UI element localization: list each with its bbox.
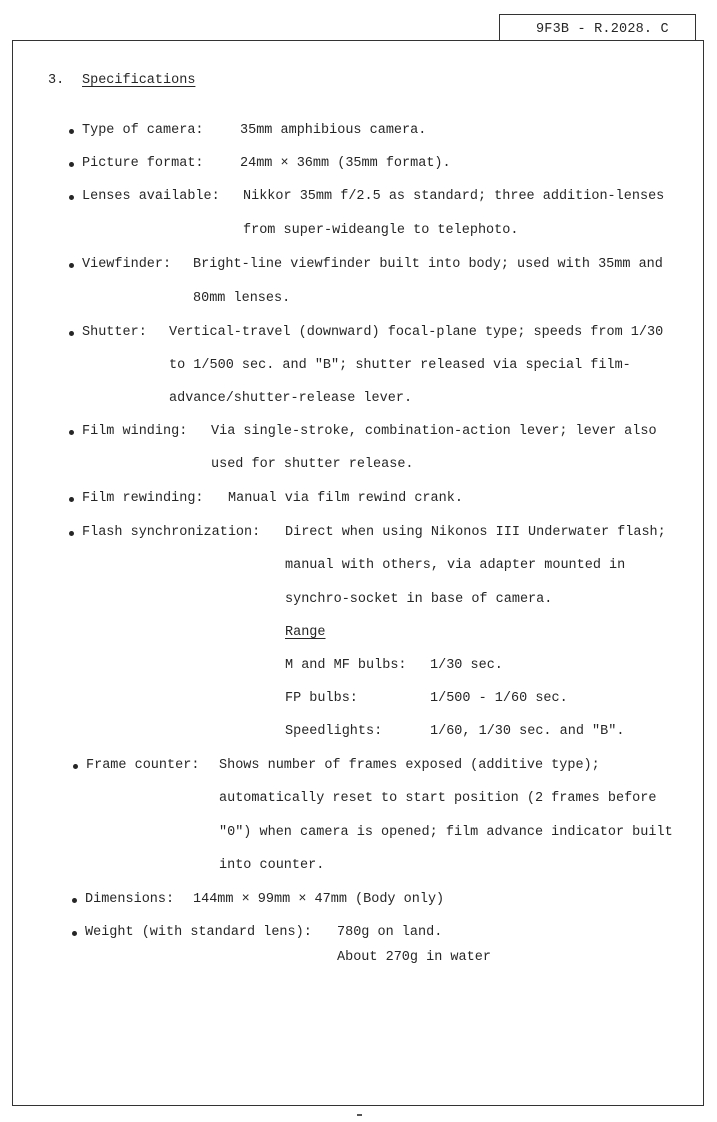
spec-value-line: automatically reset to start position (2 frames before bbox=[219, 791, 657, 806]
bullet-icon bbox=[69, 162, 74, 167]
spec-label: Frame counter: bbox=[86, 758, 200, 773]
document-code: 9F3B - R.2028. C bbox=[536, 22, 669, 37]
bullet-icon bbox=[73, 764, 78, 769]
document-code-box bbox=[499, 14, 696, 41]
spec-label: Viewfinder: bbox=[82, 257, 172, 272]
flash-range-type: FP bulbs: bbox=[285, 691, 358, 706]
bullet-icon bbox=[72, 898, 77, 903]
spec-label: Dimensions: bbox=[85, 892, 175, 907]
spec-value-line: 780g on land. bbox=[337, 925, 443, 940]
spec-value-line: synchro-socket in base of camera. bbox=[285, 592, 553, 607]
flash-range-speed: 1/30 sec. bbox=[430, 658, 503, 673]
flash-range-speed: 1/500 - 1/60 sec. bbox=[430, 691, 568, 706]
spec-value-line: 144mm × 99mm × 47mm (Body only) bbox=[193, 892, 445, 907]
bullet-icon bbox=[72, 931, 77, 936]
spec-label: Film rewinding: bbox=[82, 491, 204, 506]
bullet-icon bbox=[69, 531, 74, 536]
spec-value-line: 35mm amphibious camera. bbox=[240, 123, 427, 138]
scan-speck bbox=[357, 1114, 362, 1116]
spec-value-line: into counter. bbox=[219, 858, 325, 873]
spec-value-line: manual with others, via adapter mounted in bbox=[285, 558, 626, 573]
spec-label: Type of camera: bbox=[82, 123, 204, 138]
spec-value-line: advance/shutter-release lever. bbox=[169, 391, 413, 406]
bullet-icon bbox=[69, 263, 74, 268]
spec-label: Shutter: bbox=[82, 325, 147, 340]
spec-value-line: Manual via film rewind crank. bbox=[228, 491, 463, 506]
spec-value-line: Direct when using Nikonos III Underwater flash; bbox=[285, 525, 666, 540]
spec-value-line: 80mm lenses. bbox=[193, 291, 291, 306]
bullet-icon bbox=[69, 195, 74, 200]
spec-value-line: Vertical-travel (downward) focal-plane type; speeds from 1/30 bbox=[169, 325, 664, 340]
spec-label: Picture format: bbox=[82, 156, 204, 171]
spec-value-line: About 270g in water bbox=[337, 950, 491, 965]
flash-range-type: M and MF bulbs: bbox=[285, 658, 407, 673]
spec-label: Film winding: bbox=[82, 424, 188, 439]
spec-value-line: used for shutter release. bbox=[211, 457, 414, 472]
spec-value-line: Nikkor 35mm f/2.5 as standard; three addition-lenses bbox=[243, 189, 665, 204]
spec-value-line: Bright-line viewfinder built into body; used with 35mm and bbox=[193, 257, 663, 272]
bullet-icon bbox=[69, 430, 74, 435]
spec-value-line: to 1/500 sec. and "B"; shutter released via special film- bbox=[169, 358, 631, 373]
spec-label: Weight (with standard lens): bbox=[85, 925, 312, 940]
bullet-icon bbox=[69, 331, 74, 336]
section-title: Specifications bbox=[82, 73, 196, 88]
spec-value-line: Via single-stroke, combination-action lever; lever also bbox=[211, 424, 657, 439]
spec-value-line: 24mm × 36mm (35mm format). bbox=[240, 156, 451, 171]
section-number: 3. bbox=[48, 73, 65, 88]
flash-range-speed: 1/60, 1/30 sec. and "B". bbox=[430, 724, 625, 739]
flash-range-heading: Range bbox=[285, 625, 326, 640]
bullet-icon bbox=[69, 497, 74, 502]
spec-value-line: Shows number of frames exposed (additive type); bbox=[219, 758, 600, 773]
spec-label: Lenses available: bbox=[82, 189, 220, 204]
spec-label: Flash synchronization: bbox=[82, 525, 261, 540]
spec-value-line: from super-wideangle to telephoto. bbox=[243, 223, 519, 238]
flash-range-type: Speedlights: bbox=[285, 724, 383, 739]
bullet-icon bbox=[69, 129, 74, 134]
spec-value-line: "0") when camera is opened; film advance indicator built bbox=[219, 825, 673, 840]
